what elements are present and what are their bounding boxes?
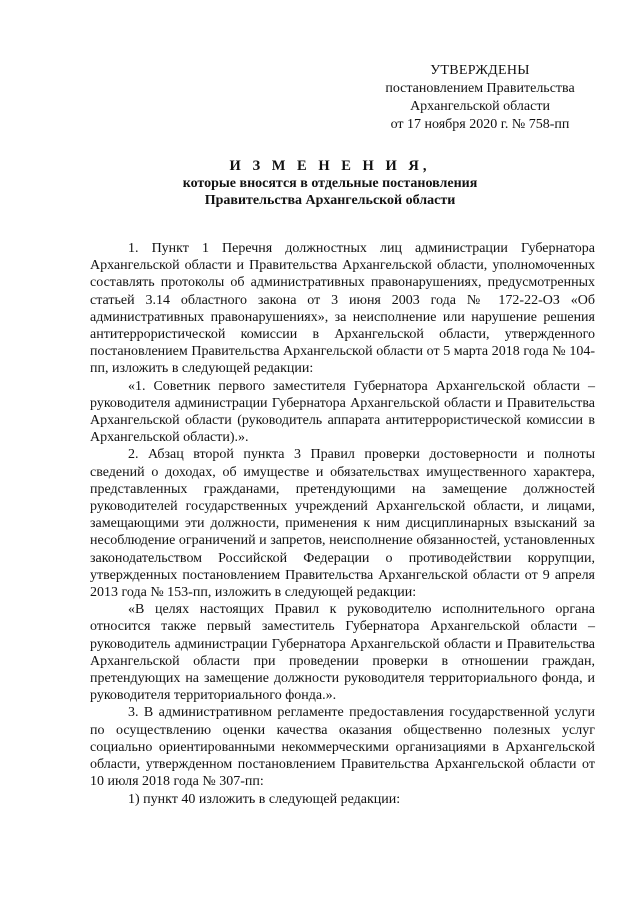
document-body [90, 240, 595, 808]
approval-title: УТВЕРЖДЕНЫ [430, 63, 530, 78]
approval-line-3: от 17 ноября 2020 г. № 758-пп [390, 117, 570, 132]
paragraph-quote-2: «В целях настоящих Правил к руководителю исполнительного органа относится также первый заместитель Губернатора Архангельской области – руководитель администрации Губернатора Архангельской области и Правительства Архангельской области при проведении проверки в отношении граждан, претендующих на замещение должности руководителя территориального фонда, и руководителя территориального фонда.». [90, 602, 595, 704]
heading-subtitle-1: которые вносятся в отдельные постановления [182, 176, 478, 191]
approval-block [360, 62, 600, 134]
approval-line-2: Архангельской области [410, 99, 550, 114]
paragraph-subitem-1: 1) пункт 40 изложить в следующей редакции: [128, 791, 401, 807]
heading-subtitle-2: Правительства Архангельской области [204, 193, 456, 208]
paragraph-item-1: 1. Пункт 1 Перечня должностных лиц администрации Губернатора Архангельской области и Правительства Архангельской области, уполномоченных составлять протоколы об административных правонарушениях, предусмотренных статьей 3.14 областного закона от 3 июня 2003 года № 172-22-ОЗ «Об административных правонарушениях», за неисполнение или нарушение решения антитеррористической комиссии в Архангельской области, утвержденного постановлением Правительства Архангельской области от 5 марта 2018 года № 104-пп, изложить в следующей редакции: [90, 241, 595, 377]
paragraph-item-2: 2. Абзац второй пункта 3 Правил проверки достоверности и полноты сведений о доходах, об имуществе и обязательствах имущественного характера, представленных гражданами, претендующими на замещение должностей руководителей государственных учреждений Архангельской области, и лицами, замещающими эти должности, применения к ним дисциплинарных взысканий за несоблюдение ограничений и запретов, неисполнение обязанностей, установленных законодательством Российской Федерации о противодействии коррупции, утвержденных постановлением Правительства Архангельской области от 9 апреля 2013 года № 153-пп, изложить в следующей редакции: [90, 447, 595, 601]
paragraph-item-3: 3. В административном регламенте предоставления государственной услуги по осуществлению оценки качества оказания общественно полезных услуг социально ориентированными некоммерческими организациями в Архангельской области, утвержденном постановлением Правительства Архангельской области от 10 июля 2018 года № 307-пп: [90, 705, 595, 790]
paragraph-quote-1: «1. Советник первого заместителя Губернатора Архангельской области – руководителя администрации Губернатора Архангельской области и Правительства Архангельской области (руководитель аппарата антитеррористической комиссии в Архангельской области).». [90, 378, 595, 446]
approval-line-1: постановлением Правительства [385, 81, 575, 96]
heading-title: И З М Е Н Е Н И Я, [229, 158, 431, 174]
document-heading [80, 158, 580, 209]
